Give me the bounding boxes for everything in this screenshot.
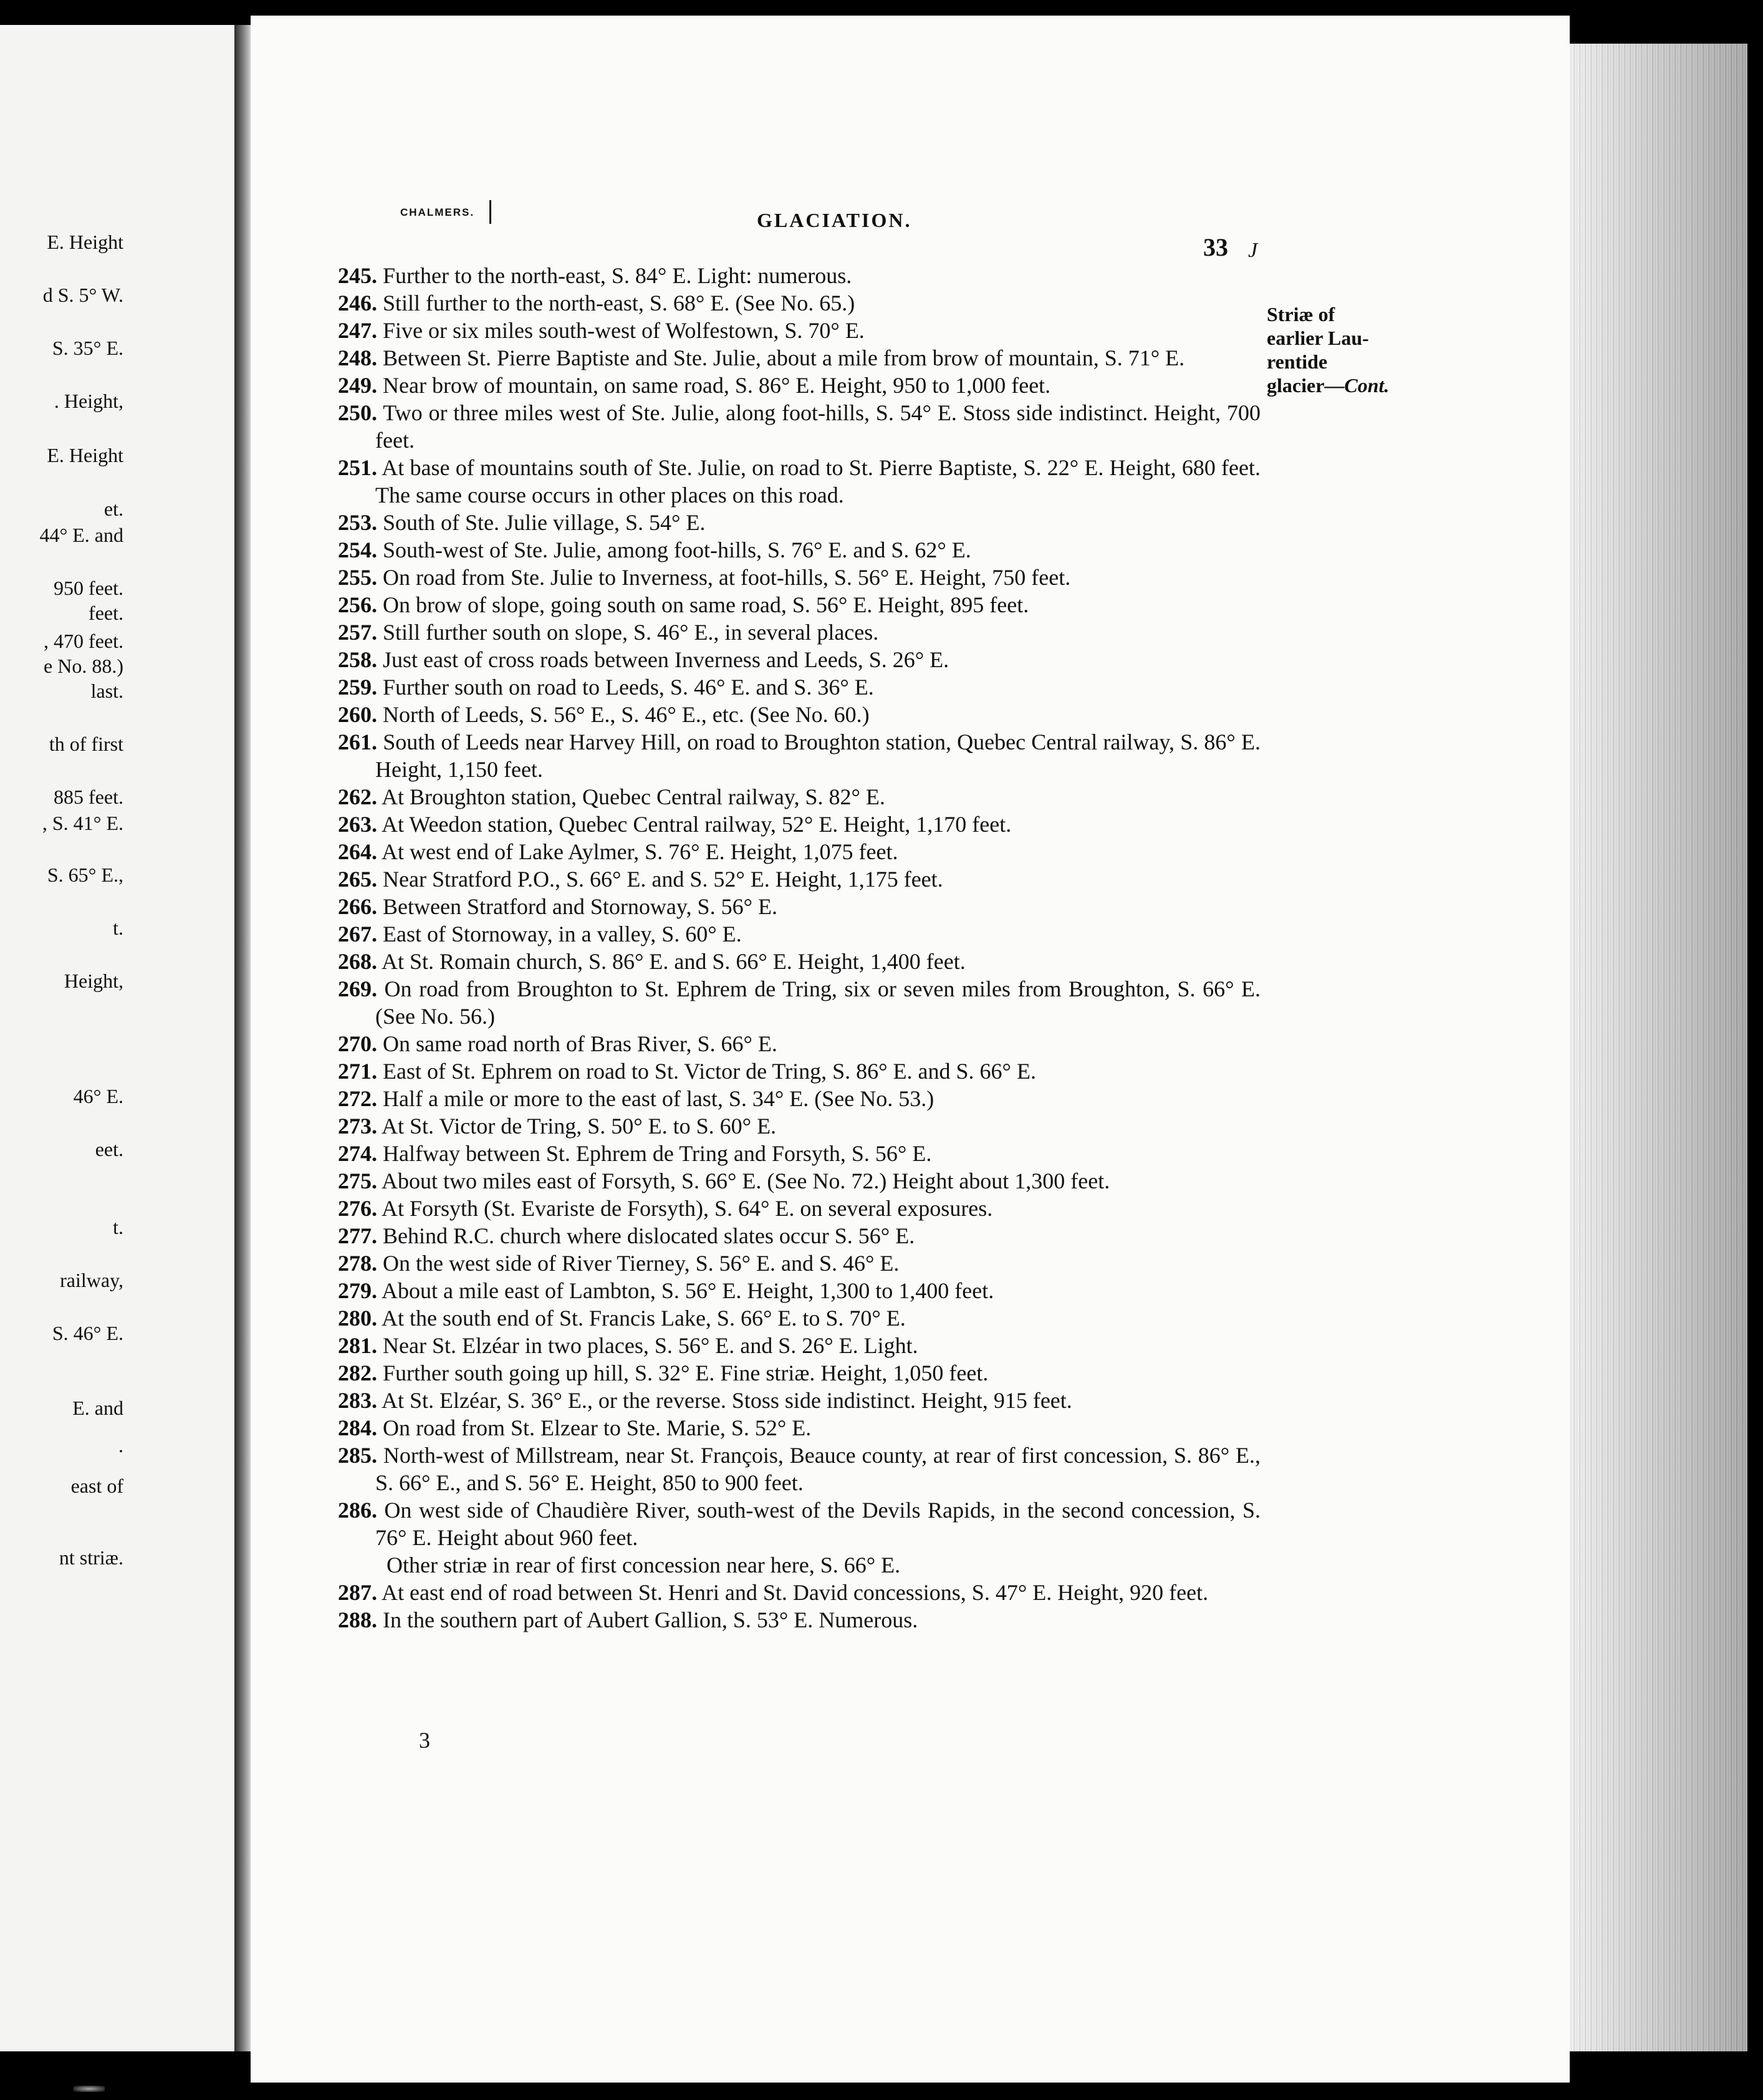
entry-number: 266. — [338, 894, 377, 919]
left-page-line: 46° E. — [73, 1085, 123, 1107]
entry-number: 282. — [338, 1361, 377, 1385]
entry-text: Near brow of mountain, on same road, S. 86° E. Height, 950 to 1,000 feet. — [383, 373, 1051, 398]
entry-text: At west end of Lake Aylmer, S. 76° E. Height, 1,075 feet. — [382, 839, 898, 864]
side-note — [1267, 302, 1416, 397]
list-item — [251, 783, 1261, 811]
entry-number: 261. — [338, 730, 377, 754]
entry-number: 254. — [338, 537, 377, 562]
entry-number: 286. — [338, 1498, 377, 1523]
entry-text: Five or six miles south-west of Wolfestown, S. 70° E. — [383, 318, 865, 343]
list-item — [251, 1606, 1261, 1634]
entry-text: On brow of slope, going south on same road, S. 56° E. Height, 895 feet. — [383, 592, 1029, 617]
entry-number: 270. — [338, 1031, 377, 1056]
entry-text: Still further to the north-east, S. 68° E. (See No. 65.) — [383, 291, 855, 315]
entry-text: At Broughton station, Quebec Central railway, S. 82° E. — [382, 784, 885, 809]
side-note-cont: Cont. — [1344, 374, 1390, 397]
entry-number: 265. — [338, 867, 377, 892]
entry-number: 267. — [338, 922, 377, 946]
entry-number: 283. — [338, 1388, 377, 1413]
left-page-line: t. — [113, 1216, 123, 1238]
entry-text: On same road north of Bras River, S. 66° E. — [383, 1031, 777, 1056]
entry-text: At east end of road between St. Henri and St. David concessions, S. 47° E. Height, 920 feet. — [382, 1580, 1209, 1605]
entry-number: 285. — [338, 1443, 377, 1468]
list-item — [251, 1167, 1261, 1195]
list-item — [251, 1030, 1261, 1057]
list-item — [251, 1387, 1261, 1414]
entry-text: Half a mile or more to the east of last, S. 34° E. (See No. 53.) — [383, 1086, 934, 1111]
list-item — [251, 372, 1261, 399]
left-page-line: Height, — [64, 970, 123, 992]
page-number: 33 — [1203, 233, 1228, 261]
left-page-line: E. Height — [47, 231, 123, 253]
left-page-line: . Height, — [54, 390, 123, 412]
author-name: CHALMERS. — [400, 206, 475, 218]
entry-text: On the west side of River Tierney, S. 56° E. and S. 46° E. — [383, 1251, 900, 1276]
left-page-line: railway, — [60, 1269, 123, 1291]
entry-number: 269. — [338, 976, 377, 1001]
left-page-line: et. — [103, 498, 123, 520]
entry-number: 246. — [338, 291, 377, 315]
bracket-mark — [484, 200, 491, 224]
entry-number: 279. — [338, 1278, 377, 1303]
entry-number: 251. — [338, 455, 377, 480]
entry-text: Two or three miles west of Ste. Julie, along foot-hills, S. 54° E. Stoss side indistinct. Height, 700 feet. — [375, 400, 1261, 453]
page-heading: GLACIATION. — [757, 209, 912, 231]
list-item — [251, 289, 1261, 317]
entry-number: 250. — [338, 400, 377, 425]
list-item — [251, 1496, 1261, 1551]
left-page-line: last. — [90, 680, 123, 702]
list-item — [251, 1112, 1261, 1140]
entry-text: Further south going up hill, S. 32° E. Fine striæ. Height, 1,050 feet. — [383, 1361, 989, 1385]
left-page-line: , S. 41° E. — [42, 812, 123, 834]
list-item — [251, 975, 1261, 1030]
entry-text: On west side of Chaudière River, south-west of the Devils Rapids, in the second concession, S. 76° E. Height about 960 feet. — [375, 1498, 1261, 1550]
book-gutter — [234, 25, 251, 2051]
list-item — [251, 1140, 1261, 1167]
entry-number: 278. — [338, 1251, 377, 1276]
left-page-line: . — [118, 1434, 123, 1457]
entry-number: 247. — [338, 318, 377, 343]
entry-number: 248. — [338, 345, 377, 370]
entry-number: 253. — [338, 510, 377, 535]
list-item — [251, 317, 1261, 344]
entry-text: North-west of Millstream, near St. François, Beauce county, at rear of first concession, S. 86° E., S. 66° E., and S. 56° E. Height, 850 to 900 feet. — [375, 1443, 1261, 1495]
list-item — [251, 536, 1261, 564]
list-item — [251, 1195, 1261, 1222]
left-page-line: E. Height — [47, 444, 123, 466]
entry-text: Other striæ in rear of first concession near here, S. 66° E. — [387, 1553, 901, 1577]
left-page — [0, 25, 236, 2051]
entry-number: 284. — [338, 1415, 377, 1440]
list-item — [251, 1250, 1261, 1277]
entry-text: South of Leeds near Harvey Hill, on road to Broughton station, Quebec Central railway, S. 86° E. Height, 1,150 feet. — [375, 730, 1261, 782]
entry-text: Further south on road to Leeds, S. 46° E. and S. 36° E. — [383, 675, 874, 700]
entry-text: Between Stratford and Stornoway, S. 56° E. — [383, 894, 777, 919]
entry-text: Near St. Elzéar in two places, S. 56° E. and S. 26° E. Light. — [383, 1333, 918, 1358]
list-item — [251, 1304, 1261, 1332]
list-item — [251, 811, 1261, 838]
entry-number: 271. — [338, 1059, 377, 1084]
entry-text: About a mile east of Lambton, S. 56° E. Height, 1,300 to 1,400 feet. — [382, 1278, 994, 1303]
entry-text: At St. Elzéar, S. 36° E., or the reverse. Stoss side indistinct. Height, 915 feet. — [382, 1388, 1072, 1413]
entry-number: 256. — [338, 592, 377, 617]
left-page-line: th of first — [49, 733, 123, 755]
entry-number: 263. — [338, 812, 377, 837]
page-marker: J — [1248, 239, 1258, 262]
list-item — [251, 646, 1261, 673]
list-item — [251, 728, 1261, 783]
left-page-line: 885 feet. — [54, 786, 123, 808]
entry-number: 277. — [338, 1223, 377, 1248]
left-page-line: e No. 88.) — [44, 655, 123, 677]
left-page-line: feet. — [89, 602, 123, 624]
entry-number: 257. — [338, 620, 377, 645]
side-note-line: Striæ of — [1267, 303, 1335, 325]
list-item — [251, 701, 1261, 728]
entry-number: 262. — [338, 784, 377, 809]
scan-smudge — [74, 2086, 105, 2092]
list-item — [251, 673, 1261, 701]
entry-text: Just east of cross roads between Inverness and Leeds, S. 26° E. — [383, 647, 949, 672]
left-page-line: S. 46° E. — [52, 1322, 123, 1344]
left-page-line: , 470 feet. — [44, 630, 123, 652]
side-note-line: earlier Lau- — [1267, 327, 1369, 349]
page-edges — [1570, 44, 1747, 2051]
main-page — [251, 16, 1570, 2083]
side-note-main: glacier— — [1267, 374, 1345, 397]
left-page-line: 44° E. and — [39, 524, 123, 546]
entry-text: At St. Victor de Tring, S. 50° E. to S. 60° E. — [382, 1114, 777, 1139]
list-item — [251, 619, 1261, 646]
entry-number: 245. — [338, 263, 377, 288]
entry-text: At St. Romain church, S. 86° E. and S. 66° E. Height, 1,400 feet. — [382, 949, 966, 974]
list-item — [251, 1551, 1261, 1579]
entry-number: 258. — [338, 647, 377, 672]
entry-text: Further to the north-east, S. 84° E. Light: numerous. — [383, 263, 852, 288]
left-page-line: 950 feet. — [54, 577, 123, 599]
left-page-line: d S. 5° W. — [42, 284, 123, 306]
list-item — [251, 564, 1261, 591]
side-note-line: rentide — [1267, 350, 1328, 373]
entry-text: East of St. Ephrem on road to St. Victor de Tring, S. 86° E. and S. 66° E. — [383, 1059, 1036, 1084]
entry-number: 288. — [338, 1607, 377, 1632]
list-item — [251, 948, 1261, 975]
left-page-line: east of — [70, 1475, 123, 1497]
list-item — [251, 1579, 1261, 1606]
entry-number: 273. — [338, 1114, 377, 1139]
list-item — [251, 1085, 1261, 1112]
list-item — [251, 1332, 1261, 1359]
entry-text: On road from Broughton to St. Ephrem de Tring, six or seven miles from Broughton, S. 66° E. (See No. 56.) — [375, 976, 1261, 1029]
left-page-line: S. 65° E., — [47, 864, 123, 886]
left-page-line: E. and — [72, 1397, 123, 1419]
entry-text: At base of mountains south of Ste. Julie, on road to St. Pierre Baptiste, S. 22° E. Height, 680 feet. The same course occurs in other places on this road. — [375, 455, 1261, 508]
entry-text: At Forsyth (St. Evariste de Forsyth), S. 64° E. on several exposures. — [382, 1196, 993, 1221]
signature-mark: 3 — [419, 1728, 430, 1753]
entry-number: 280. — [338, 1306, 377, 1331]
entry-number: 275. — [338, 1168, 377, 1193]
list-item — [251, 1414, 1261, 1442]
entry-text: Still further south on slope, S. 46° E., in several places. — [383, 620, 879, 645]
entry-number: 287. — [338, 1580, 377, 1605]
entry-text: South-west of Ste. Julie, among foot-hills, S. 76° E. and S. 62° E. — [383, 537, 971, 562]
side-note-line — [1267, 373, 1416, 397]
entry-text: Behind R.C. church where dislocated slates occur S. 56° E. — [383, 1223, 915, 1248]
list-item — [251, 1442, 1261, 1496]
list-item — [251, 454, 1261, 509]
entry-number: 276. — [338, 1196, 377, 1221]
entry-text: North of Leeds, S. 56° E., S. 46° E., etc. (See No. 60.) — [383, 702, 870, 727]
left-page-line: nt striæ. — [59, 1546, 123, 1569]
entry-number: 249. — [338, 373, 377, 398]
entry-list — [251, 262, 1261, 1634]
entry-text: Between St. Pierre Baptiste and Ste. Julie, about a mile from brow of mountain, S. 71° E. — [383, 345, 1185, 370]
list-item — [251, 1057, 1261, 1085]
entry-number: 255. — [338, 565, 377, 590]
list-item — [251, 1222, 1261, 1250]
entry-text: East of Stornoway, in a valley, S. 60° E. — [383, 922, 742, 946]
list-item — [251, 344, 1261, 372]
list-item — [251, 262, 1261, 289]
list-item — [251, 399, 1261, 454]
list-item — [251, 1277, 1261, 1304]
list-item — [251, 1359, 1261, 1387]
list-item — [251, 591, 1261, 619]
list-item — [251, 509, 1261, 536]
entry-number: 281. — [338, 1333, 377, 1358]
list-item — [251, 865, 1261, 893]
entry-number: 268. — [338, 949, 377, 974]
entry-number: 264. — [338, 839, 377, 864]
entry-text: At Weedon station, Quebec Central railway, 52° E. Height, 1,170 feet. — [382, 812, 1012, 837]
running-head — [251, 203, 1570, 262]
entry-number: 259. — [338, 675, 377, 700]
entry-text: About two miles east of Forsyth, S. 66° E. (See No. 72.) Height about 1,300 feet. — [382, 1168, 1110, 1193]
list-item — [251, 893, 1261, 920]
entry-number: 272. — [338, 1086, 377, 1111]
entry-number: 274. — [338, 1141, 377, 1166]
entry-number: 260. — [338, 702, 377, 727]
entry-text: South of Ste. Julie village, S. 54° E. — [383, 510, 706, 535]
left-page-line: t. — [113, 917, 123, 939]
entry-text: Halfway between St. Ephrem de Tring and Forsyth, S. 56° E. — [383, 1141, 932, 1166]
entry-text: Near Stratford P.O., S. 66° E. and S. 52° E. Height, 1,175 feet. — [383, 867, 943, 892]
list-item — [251, 920, 1261, 948]
entry-text: On road from St. Elzear to Ste. Marie, S. 52° E. — [383, 1415, 812, 1440]
left-page-line: S. 35° E. — [52, 337, 123, 359]
list-item — [251, 838, 1261, 865]
left-page-line: eet. — [95, 1138, 123, 1160]
entry-text: At the south end of St. Francis Lake, S. 66° E. to S. 70° E. — [382, 1306, 906, 1331]
entry-text: In the southern part of Aubert Gallion, S. 53° E. Numerous. — [383, 1607, 918, 1632]
entry-text: On road from Ste. Julie to Inverness, at foot-hills, S. 56° E. Height, 750 feet. — [383, 565, 1071, 590]
